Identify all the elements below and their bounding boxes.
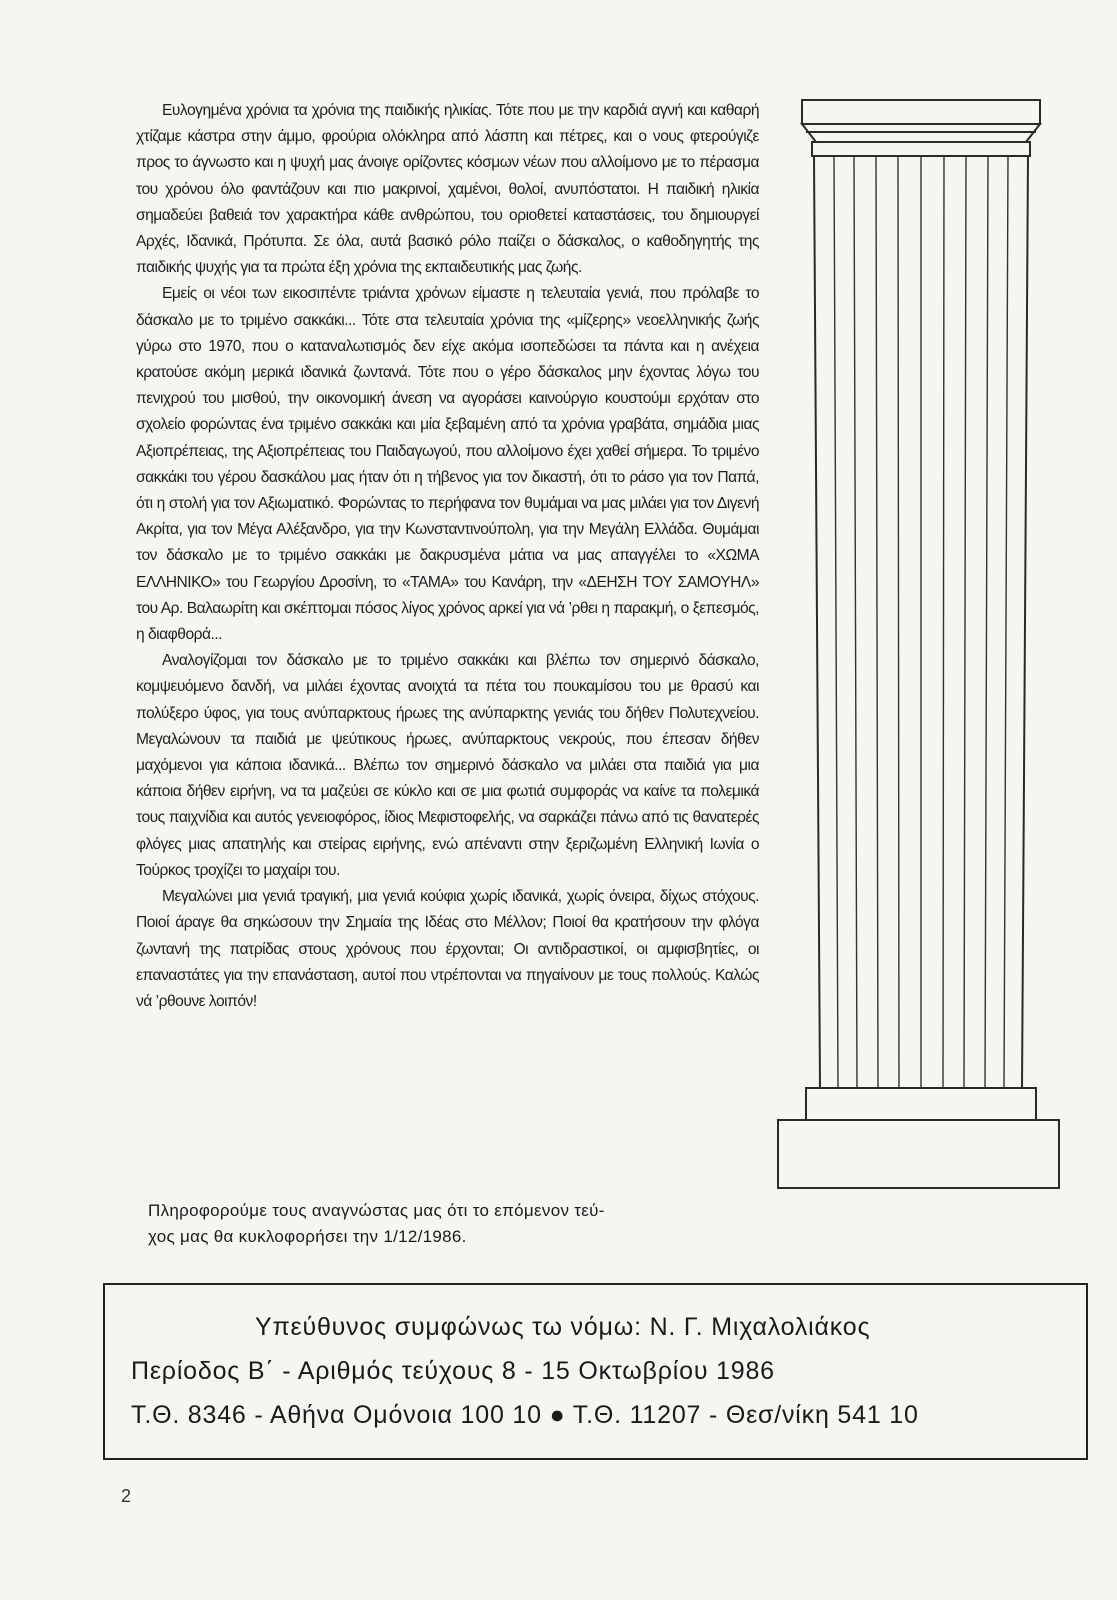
column-flutes	[834, 156, 1008, 1088]
column-plinth	[778, 1120, 1059, 1188]
column-abacus	[802, 100, 1040, 124]
issue-period-line: Περίοδος Β΄ - Αριθμός τεύχους 8 - 15 Οκτωβρίου 1986	[131, 1357, 775, 1385]
doric-column-drawing	[776, 98, 1061, 1190]
publisher-responsible-line: Υπεύθυνος συμφώνως τω νόμω: Ν. Γ. Μιχαλολιάκος	[255, 1313, 871, 1341]
article-paragraph-2: Εμείς οι νέοι των εικοσιπέντε τριάντα χρόνων είμαστε η τελευταία γενιά, που πρόλαβε το δάσκαλο με το τριμένο σακκάκι... Τότε στα τελευταία χρόνια της «μίζερης» νεοελληνικής ζωής γύρω στο 1970, που ο καταναλωτισμός δεν είχε ακόμα ισοπεδώσει τα πάντα και η ανέχεια κρατούσε ακόμη μερικά ιδανικά ζωντανά. Τότε που ο γέρο δάσκαλος μην έχοντας λόγω του πενιχρού του μισθού, την οικονομική άνεση να αγοράσει καινούργιο κουστούμι ερχόταν στο σχολείο φορώντας ένα τριμένο σακκάκι και μία ξεβαμένη από τα χρόνια γραβάτα, σημάδια μιας Αξιοπρέπειας, της Αξιοπρέπειας του Παιδαγωγού, που αλλοίμονο έχει χαθεί σήμερα. Το τριμένο σακκάκι του γέρου δασκάλου μας ήταν ότι η τήβενος για τον δικαστή, ότι το ράσο για τον Παπά, ότι η στολή για τον Αξιωματικό. Φορώντας το περήφανα τον θυμάμαι να μας μιλάει για τον Διγενή Ακρίτα, για τον Μέγα Αλέξανδρο, για την Κωνσταντινούπολη, για την Μεγάλη Ελλάδα. Θυμάμαι τον δάσκαλο με το τριμένο σακκάκι με δακρυσμένα μάτια να μας απαγγέλει το «ΧΩΜΑ ΕΛΛΗΝΙΚΟ» του Γεωργίου Δροσίνη, το «ΤΑΜΑ» του Κανάρη, την «ΔΕΗΣΗ ΤΟΥ ΣΑΜΟΥΗΛ» του Αρ. Βαλαωρίτη και σκέπτομαι πόσος λίγος χρόνος αρκεί για νά ’ρθει η παρακμή, ο ξεπεσμός, η διαφθορά...	[136, 285, 759, 644]
notice-line-2: χος μας θα κυκλοφορήσει την 1/12/1986.	[148, 1227, 467, 1246]
article-paragraph-1: Ευλογημένα χρόνια τα χρόνια της παιδικής ηλικίας. Τότε που με την καρδιά αγνή και καθαρή χτίζαμε κάστρα στην άμμο, φρούρια ολόκληρα από λάσπη και πέτρες, και ο νους φτερούγιζε προς το άγνωστο και η ψυχή μας άνοιγε ορίζοντες κόσμων νέων που αλλοίμονο με το πέρασμα του χρόνου όλο φαντάζουν και πιο μακρινοί, χαμένοι, θολοί, ανυπόστατοι. Η παιδική ηλικία σημαδεύει βαθειά τον χαρακτήρα κάθε ανθρώπου, του οριοθετεί καταστάσεις, του δημιουργεί Αρχές, Ιδανικά, Πρότυπα. Σε όλα, αυτά βασικό ρόλο παίζει ο δάσκαλος, ο καθοδηγητής της παιδικής ψυχής για τα πρώτα έξη χρόνια της εκπαιδευτικής μας ζωής.	[136, 102, 759, 277]
article-body	[136, 98, 759, 1015]
column-base-moulding	[806, 1088, 1036, 1120]
article-paragraph-3: Αναλογίζομαι τον δάσκαλο με το τριμένο σακκάκι και βλέπω τον σημερινό δάσκαλο, κομψευόμενο δανδή, να μιλάει έχοντας ανοιχτά τα πέτα του πουκαμίσου του με θρασύ και πολύξερο ύφος, για τους ανύπαρκτους ήρωες της ανύπαρκτης γενιάς του δήθεν Πολυτεχνείου. Μεγαλώνουν τα παιδιά με ψεύτικους ήρωες, ανύπαρκτους νεκρούς, που έπεσαν δήθεν μαχόμενοι για κάποια ιδανικά... Βλέπω τον σημερινό δάσκαλο να μιλάει στα παιδιά για μια κάποια δήθεν ειρήνη, να τα μαζεύει σε κύκλο και σε μια φωτιά συμφοράς να καίνε τα πολεμικά τους παιχνίδια και αυτός γενειοφόρος, ίδιος Μεφιστοφελής, να σαρκάζει πάνω από τις θανατερές φλόγες μιας απατηλής και στείρας ειρήνης, ενώ απέναντι στην ξεριζωμένη Ελληνική Ιωνία ο Τούρκος τροχίζει το μαχαίρι του.	[136, 652, 759, 879]
column-neck	[812, 142, 1030, 156]
next-issue-notice	[148, 1198, 718, 1250]
notice-line-1: Πληροφορούμε τους αναγνώστας μας ότι το επόμενον τεύ-	[148, 1201, 605, 1220]
page-number: 2	[121, 1486, 132, 1506]
po-box-addresses-line: Τ.Θ. 8346 - Αθήνα Ομόνοια 100 10 ● Τ.Θ. 11207 - Θεσ/νίκη 541 10	[131, 1401, 919, 1429]
publication-info-box	[103, 1283, 1088, 1460]
article-paragraph-4: Μεγαλώνει μια γενιά τραγική, μια γενιά κούφια χωρίς ιδανικά, χωρίς όνειρα, δίχως στόχους. Ποιοί άραγε θα σηκώσουν την Σημαία της Ιδέας στο Μέλλον; Ποιοί θα κρατήσουν την φλόγα ζωντανή της πατρίδας στους χρόνους που έρχονται; Οι αντιδραστικοί, οι αμφισβητίες, οι επαναστάτες για την επανάσταση, αυτοί που ντρέπονται να πηγαίνουν με τους πολλούς. Καλώς νά ’ρθουνε λοιπόν!	[136, 888, 759, 1010]
column-shaft-right	[1022, 156, 1028, 1088]
column-shaft-left	[814, 156, 820, 1088]
